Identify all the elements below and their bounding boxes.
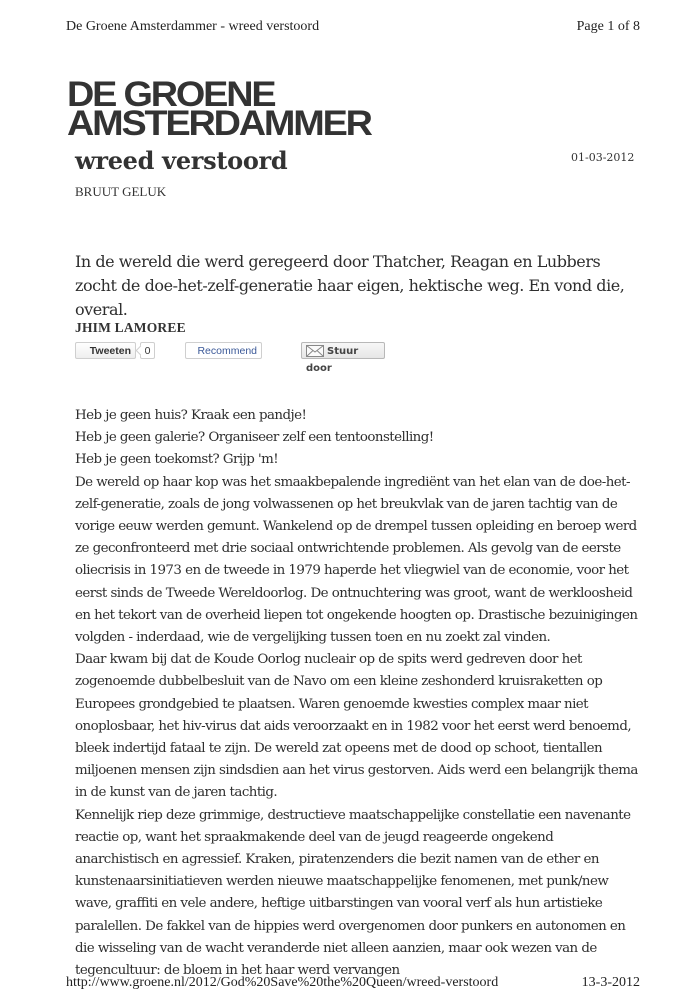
article-date: 01-03-2012 bbox=[571, 151, 635, 164]
paragraph: Heb je geen galerie? Organiseer zelf een tentoonstelling! bbox=[75, 430, 434, 446]
tweet-count: 0 bbox=[140, 342, 155, 359]
tweet-button[interactable]: Tweeten bbox=[75, 342, 136, 359]
page-indicator: Page 1 of 8 bbox=[576, 19, 640, 34]
article-body bbox=[75, 405, 640, 982]
article-title: wreed verstoord bbox=[75, 146, 288, 175]
print-url: http://www.groene.nl/2012/God%20Save%20the%20Queen/wreed-verstoord bbox=[66, 975, 499, 990]
logo-line-1: DE GROENE bbox=[67, 75, 275, 114]
paragraph: De wereld op haar kop was het smaakbepalende ingrediënt van het elan van de doe-het-zelf-generatie, zoals de jong volwassenen op het breukvlak van de jaren tachtig van de vorige eeuw werden gemunt. Wankelend op de drempel tussen opleiding en beroep werd ze geconfronteerd met drie sociaal ontwrichtende problemen. Als gevolg van de eerste oliecrisis in 1973 en de tweede in 1979 haperde het vliegwiel van de economie, voor het eerst sinds de Tweede Wereldoorlog. De ontnuchtering was groot, want de werkloosheid en het tekort van de overheid liepen tot ongekende hoogten op. Drastische bezuinigingen volgden - inderdaad, wie de vergelijking tussen toen en nu zoekt zal vinden. bbox=[75, 474, 638, 646]
paragraph: Heb je geen huis? Kraak een pandje! bbox=[75, 408, 307, 423]
article-intro: In de wereld die werd geregeerd door Thatcher, Reagan en Lubbers zocht de doe-het-zelf-generatie haar eigen, hektische weg. En vond die, overal. bbox=[75, 252, 625, 319]
envelope-icon bbox=[306, 345, 324, 357]
print-date: 13-3-2012 bbox=[581, 975, 640, 990]
send-button[interactable] bbox=[301, 342, 385, 374]
paragraph: Daar kwam bij dat de Koude Oorlog nucleair op de spits werd gedreven door het zogenoemde dubbelbesluit van de Navo om een kleine zeshonderd kruisraketten op Europees grondgebied te plaatsen. Waren genoemde kwesties complex maar niet onoplosbaar, het hiv-virus dat aids veroorzaakt en in 1982 voor het eerst werd benoemd, bleek indertijd fataal te zijn. De wereld zat opeens met de dood op schoot, tientallen miljoenen mensen zijn sindsdien aan het virus gestorven. Aids werd een belangrijk thema in de kunst van de jaren tachtig. bbox=[75, 652, 638, 801]
recommend-button[interactable]: Recommend bbox=[185, 342, 262, 359]
masthead-logo bbox=[67, 75, 371, 143]
send-button-label: Stuur door bbox=[306, 346, 359, 374]
article-section: BRUUT GELUK bbox=[75, 184, 167, 199]
logo-line-2: AMSTERDAMMER bbox=[67, 104, 371, 143]
paragraph: Kennelijk riep deze grimmige, destructieve maatschappelijke constellatie een navenante reactie op, want het spraakmakende deel van de jeugd reageerde ongekend anarchistisch en agressief. Kraken, piratenzenders die bezit namen van de ether en kunstenaarsinitiatieven werden nieuwe maatschappelijke fenomenen, met punk/new wave, graffiti en vele andere, heftige uitbarstingen van vooral verf als hun artistieke paralellen. De fakkel van de hippies werd overgenomen door punkers en autonomen en die wisseling van de wacht veranderde niet alleen aanzien, maar ook wezen van de tegencultuur: de bloem in het haar werd vervangen bbox=[75, 807, 631, 979]
print-document-title: De Groene Amsterdammer - wreed verstoord bbox=[66, 19, 320, 34]
paragraph: Heb je geen toekomst? Grijp 'm! bbox=[75, 452, 279, 468]
article-author: JHIM LAMOREE bbox=[75, 320, 186, 335]
